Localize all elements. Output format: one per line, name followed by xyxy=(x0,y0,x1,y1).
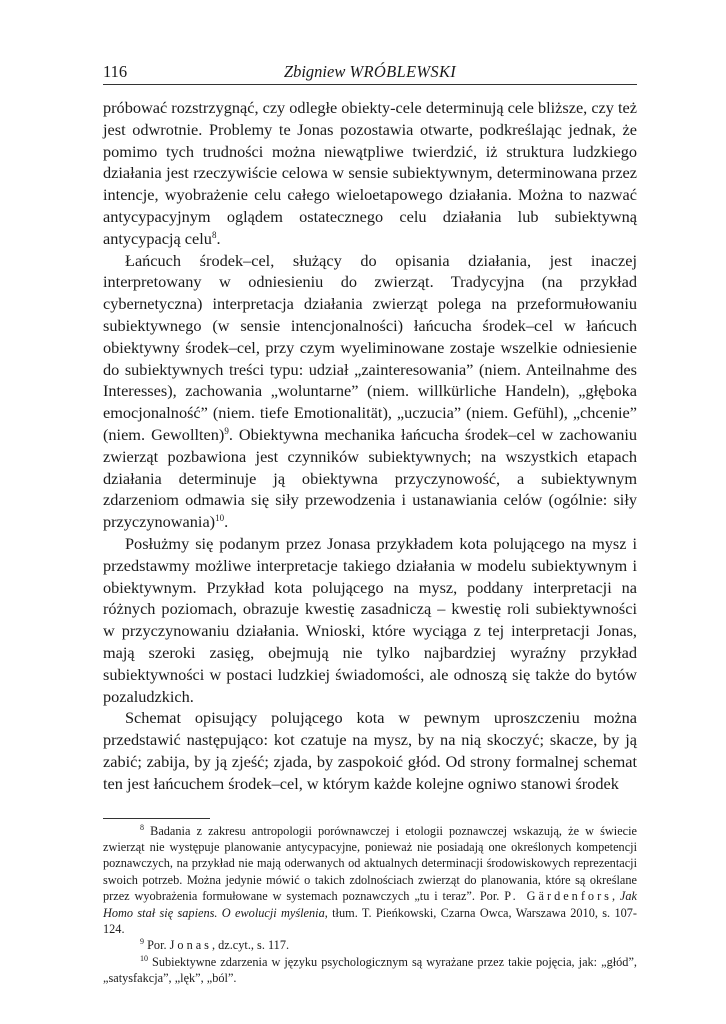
paragraph-text: Posłużmy się podanym przez Jonasa przykładem kota polującego na mysz i przedstawmy możliwe interpretacje takiego działania w modelu subiektywnym i obiektywnym. Przykład kota polującego na mysz, poddany interpretacji na różnych poziomach, obrazuje kwestię zasadniczą – kwestię roli subiektywności w przyczynowaniu działania. Wnioski, które wyciąga z tej interpretacji Jonas, mają szeroki zasięg, obejmują nie tylko najbardziej wyraźny przykład subiektywności w postaci ludzkiej świadomości, ale odnoszą się także do bytów pozaludzkich. xyxy=(103,533,637,706)
paragraph-text: . Obiektywna mechanika łańcucha środek–cel w zachowaniu zwierząt pozbawiona jest czynników subiektywnych; na wszystkich etapach działania determinuje ją obiektywna przyczynowość, a subiektywnym zdarzeniom odmawia się siły przewodzenia i ustanawiania celów (ogólnie: siły przyczynowania) xyxy=(103,424,637,532)
page xyxy=(103,58,637,987)
footnote-author: Jonas xyxy=(169,938,212,953)
paragraph xyxy=(103,250,637,533)
paragraph xyxy=(103,707,637,794)
footnote-author: P. Gärdenfors xyxy=(504,889,612,904)
footnote-book-title: Jak Homo stał się sapiens. O ewolucji myślenia xyxy=(103,889,637,920)
footnote xyxy=(103,937,637,953)
paragraph-text: Schemat opisujący polującego kota w pewnym uproszczeniu można przedstawić następująco: kot czatuje na mysz, by na nią skoczyć; skacze, by ją zabić; zabija, by ją zjeść; zjada, by zaspokoić głód. Od strony formalnej schemat ten jest łańcuchem środek–cel, w którym każde kolejne ogniwo stanowi środek xyxy=(103,708,637,793)
footnote-number: 8 xyxy=(140,822,144,832)
paragraph-text: . xyxy=(224,512,229,532)
footnote-number: 9 xyxy=(140,937,144,947)
footnote-text: Por. xyxy=(147,938,170,953)
footnote-ref[interactable]: 8 xyxy=(211,229,217,240)
paragraph xyxy=(103,533,637,707)
footnote-text: , dz.cyt., s. 117. xyxy=(211,938,290,953)
paragraph-text: Łańcuch środek–cel, służący do opisania działania, jest inaczej interpretowany w odniesieniu do zwierząt. Tradycyjna (na przykład cybernetyczna) interpretacja działania zwierząt polega na przeformułowaniu subiektywnego (w sensie intencjonalności) łańcucha środek–cel w łańcuch obiektywny środek–cel, przy czym wyeliminowane zostaje wszelkie odniesienie do subiektywnych treści typu: udział „zainteresowania” (niem. Anteilnahme des Interesses), zachowania „woluntarne” (niem. willkürliche Handeln), „głęboka emocjonalność” (niem. tiefe Emotionalität), „uczucia” (niem. Gefühl), „chcenie” (niem. Gewollten) xyxy=(103,250,637,444)
footnote-ref[interactable]: 10 xyxy=(215,513,225,524)
paragraph-text: próbować rozstrzygnąć, czy odległe obiekty-cele determinują cele bliższe, czy też jest odwrotnie. Problemy te Jonas pozostawia otwarte, podkreślając jednak, że pomimo tych trudności można niewątpliwe twierdzić, iż struktura ludzkiego działania jest rzeczywiście celowa w sensie subiektywnym, determinowana przez intencje, wyobrażenie celu całego wieloetapowego działania. Można to nazwać antycypacyjnym oglądem ostatecznego celu działania lub subiektywną antycypacją celu xyxy=(103,98,637,248)
running-header xyxy=(103,58,637,85)
paragraph xyxy=(103,97,637,250)
footnote-ref[interactable]: 9 xyxy=(224,425,229,436)
footnote-text: Badania z zakresu antropologii porównawczej i etologii poznawczej wskazują, że w świecie zwierząt nie występuje planowanie antycypacyjne, ponieważ nie posiadają one określonych kompetencji poznawczych, na przykład nie mają oderwanych od aktualnych determinacji środowiskowych reprezentacji swoich potrzeb. Można jedynie mówić o takich zdolnościach zwierząt do planowania, które są określane przez wyobrażenia formułowane w systemach poznawczych „tu i teraz”. Por. xyxy=(103,823,638,904)
footnote xyxy=(103,823,637,938)
body-text xyxy=(103,97,637,795)
author-first-name: Zbigniew xyxy=(283,62,350,81)
footnotes xyxy=(103,823,637,987)
running-head-author xyxy=(103,62,637,82)
footnote-number: 10 xyxy=(140,953,148,963)
page-number: 116 xyxy=(103,62,128,81)
footnote xyxy=(103,954,637,987)
paragraph-text: . xyxy=(216,228,221,248)
footnote-text: , xyxy=(611,889,620,904)
footnote-divider xyxy=(103,818,210,819)
footnote-text: , tłum. T. Pieńkowski, Czarna Owca, Warszawa 2010, s. 107-124. xyxy=(103,905,637,936)
author-last-name: WRÓBLEWSKI xyxy=(349,62,457,81)
footnote-text: Subiektywne zdarzenia w języku psychologicznym są wyrażane przez takie pojęcia, jak: „głód”, „satysfakcja”, „lęk”, „ból”. xyxy=(103,954,637,986)
